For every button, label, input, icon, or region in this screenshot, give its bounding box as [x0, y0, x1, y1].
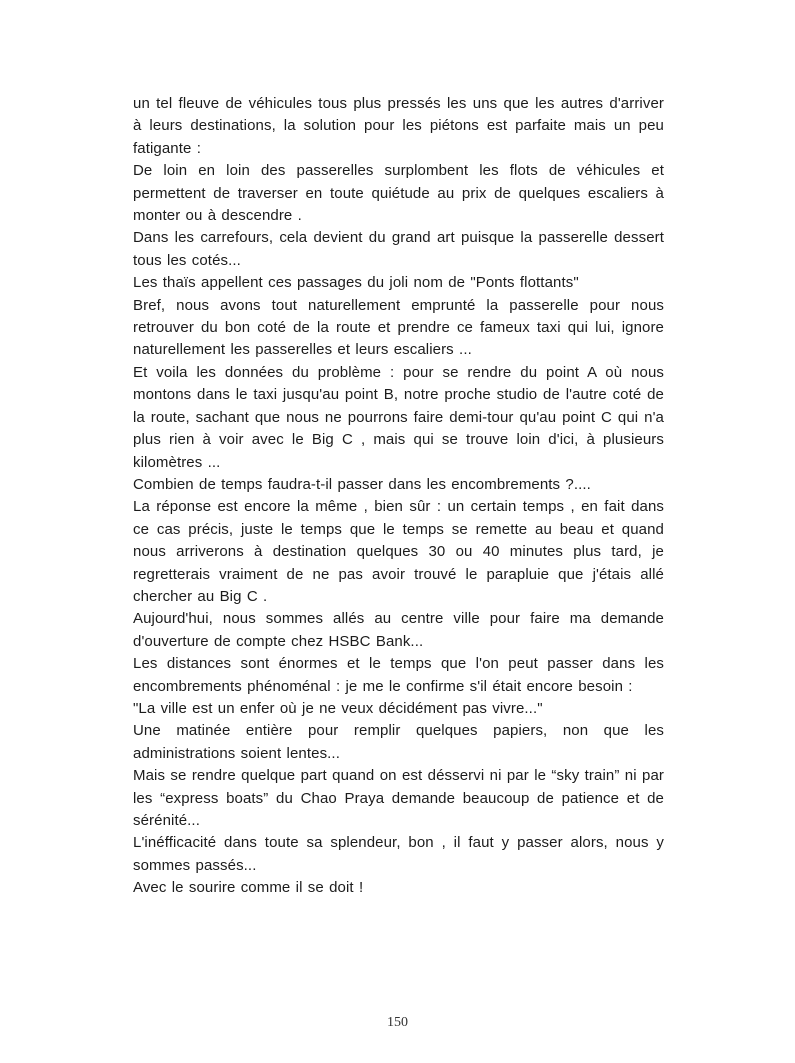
paragraph: Dans les carrefours, cela devient du grand art puisque la passerelle dessert tous les cotés...	[133, 229, 664, 269]
paragraph: La réponse est encore la même , bien sûr : un certain temps , en fait dans ce cas précis, juste le temps que le temps se remette au beau et quand nous arriverons à destination quelques 30 ou 40 minutes plus tard, je regretterais vraiment de ne pas avoir trouvé le parapluie que j'étais allé chercher au Big C .	[133, 498, 664, 605]
paragraph: "La ville est un enfer où je ne veux décidément pas vivre..."	[133, 699, 543, 717]
text-block	[133, 93, 664, 900]
paragraph: un tel fleuve de véhicules tous plus pressés les uns que les autres d'arriver à leurs destinations, la solution pour les piétons est parfaite mais un peu fatigante :	[133, 95, 664, 157]
paragraph: De loin en loin des passerelles surplombent les flots de véhicules et permettent de traverser en toute quiétude au prix de quelques escaliers à monter ou à descendre .	[133, 162, 664, 225]
paragraph: Et voila les données du problème : pour se rendre du point A où nous montons dans le taxi jusqu'au point B, notre proche studio de l'autre coté de la route, sachant que nous ne pourrons faire demi-tour qu'au point C qui n'a plus rien à voir avec le Big C , mais qui se trouve loin d'ici, à plusieurs kilomètres ...	[133, 363, 664, 471]
paragraph: Combien de temps faudra-t-il passer dans les encombrements ?....	[133, 475, 591, 493]
paragraph: Une matinée entière pour remplir quelques papiers, non que les administrations soient lentes...	[133, 722, 664, 762]
paragraph: Avec le sourire comme il se doit !	[133, 879, 364, 897]
paragraph: L'inéfficacité dans toute sa splendeur, bon , il faut y passer alors, nous y sommes passés...	[133, 834, 664, 874]
paragraph: Bref, nous avons tout naturellement emprunté la passerelle pour nous retrouver du bon coté de la route et prendre ce fameux taxi qui lui, ignore naturellement les passerelles et leurs escaliers ...	[133, 296, 664, 359]
paragraph: Mais se rendre quelque part quand on est désservi ni par le “sky train” ni par les “express boats” du Chao Praya demande beaucoup de patience et de sérénité...	[133, 767, 664, 829]
paragraph: Aujourd'hui, nous sommes allés au centre ville pour faire ma demande d'ouverture de compte chez HSBC Bank...	[133, 610, 664, 650]
page-number: 150	[387, 1015, 408, 1030]
paragraph: Les thaïs appellent ces passages du joli nom de "Ponts flottants"	[133, 274, 579, 292]
paragraph: Les distances sont énormes et le temps que l'on peut passer dans les encombrements phénoménal : je me le confirme s'il était encore besoin :	[133, 655, 664, 695]
